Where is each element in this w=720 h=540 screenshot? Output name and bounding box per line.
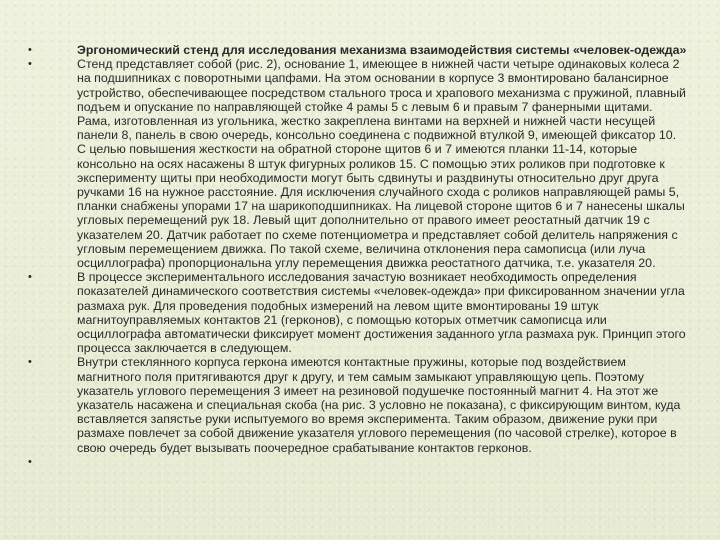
bullet-icon: • (28, 356, 32, 369)
bullet-icon: • (28, 271, 32, 284)
paragraph-text: Внутри стеклянного корпуса геркона имеются контактные пружины, которые под воздействием магнитного поля притягиваются друг к другу, и тем самым замыкают управляющую цепь. Поэтому указатель углового перемещения 3 имеет на резиновой подушечке постоянный магнит 4. На этот же указатель насажена и специальная скоба (на рис. 3 условно не показана), с фиксирующим винтом, куда вставляется запястье руки испытуемого во время эксперимента. Таким образом, движение руки при размахе повлечет за собой движение указателя углового перемещения (по часовой стрелке), которое в свою очередь будет вызывать поочередное срабатывание контактов герконов. (77, 355, 681, 455)
bullet-icon: • (28, 44, 32, 56)
bullet-item-experiment (28, 270, 688, 355)
bullet-item-heading (28, 43, 688, 57)
bullet-icon: • (28, 58, 32, 71)
paragraph-text: В процессе экспериментального исследования зачастую возникает необходимость определения показателей динамического соответствия системы «человек-одежда» при фиксированном значении угла размаха рук. Для проведения подобных измерений на левом щите вмонтированы 19 штук магнитоуправляемых контактов 21 (герконов), с помощью которых отметчик самописца или осциллографа автоматически фиксирует момент достижения заданного угла размаха рук. Принцип этого процесса заключается в следующем. (77, 270, 686, 356)
bullet-item-reed-switch (28, 355, 688, 454)
bullet-item-stand-description (28, 57, 688, 270)
bullet-icon: • (28, 455, 32, 468)
bullet-list (28, 43, 688, 468)
paragraph-text: Стенд представляет собой (рис. 2), основание 1, имеющее в нижней части четыре одинаковых колеса 2 на подшипниках с поворотными цапфами. На этом основании в корпусе 3 вмонтировано балансирное устройство, обеспечивающее посредством стального троса и храпового механизма с пружиной, плавный подъем и опускание по направляющей стойке 4 рамы 5 с левым 6 и правым 7 фанерными щитами. Рама, изготовленная из угольника, жестко закреплена винтами на верхней и нижней части несущей панели 8, панель в свою очередь, консольно соединена с подвижной втулкой 9, имеющей фиксатор 10. С целью повышения жесткости на обратной стороне щитов 6 и 7 имеются планки 11-14, которые консольно на осях насажены 8 штук фигурных роликов 15. С помощью этих роликов при подготовке к эксперименту щиты при необходимости могут быть сдвинуты и раздвинуты относительно друг друга ручками 16 на нужное расстояние. Для исключения случайного схода с роликов направляющей рамы 5, планки снабжены упорами 17 на шарикоподшипниках. На лицевой стороне щитов 6 и 7 нанесены шкалы угловых перемещений рук 18. Левый щит дополнительно от правого имеет реостатный датчик 19 с указателем 20. Датчик работает по схеме потенциометра и представляет собой делитель напряжения с угловым перемещением движка. По такой схеме, величина отклонения пера самописца (или луча осциллографа) пропорциональна углу перемещения движка реостатного датчика, т.е. указателя 20. (77, 57, 686, 271)
heading-text: Эргономический стенд для исследования механизма взаимодействия системы «человек-одежда» (77, 43, 687, 57)
